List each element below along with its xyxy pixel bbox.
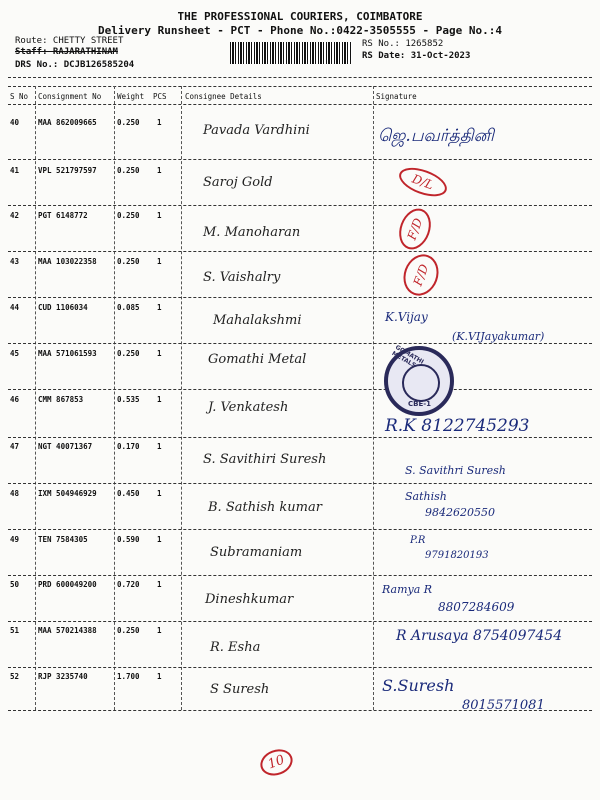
col-sep-3 (181, 86, 182, 710)
weight: 0.250 (117, 211, 140, 220)
pcs: 1 (157, 166, 162, 175)
row-divider (8, 575, 592, 576)
consignee-name: S. Vaishalry (203, 270, 281, 285)
consignment-no: MAA 862009665 (38, 118, 97, 127)
pcs: 1 (157, 118, 162, 127)
consignment-no: TEN 7584305 (38, 535, 88, 544)
signature-name: S.Suresh (382, 676, 455, 695)
weight: 0.250 (117, 257, 140, 266)
weight: 0.535 (117, 395, 140, 404)
consignment-no: PGT 6148772 (38, 211, 88, 220)
header-divider-top (8, 77, 592, 78)
signature: S. Savithri Suresh (405, 464, 506, 477)
table-bottom-divider (8, 710, 592, 711)
consignee-name: J. Venkatesh (208, 400, 289, 415)
route-label: Route: CHETTY STREET (15, 36, 124, 46)
consignee-name: Saroj Gold (203, 175, 273, 190)
consignment-no: PRD 600049200 (38, 580, 97, 589)
sno: 47 (10, 442, 20, 451)
pcs: 1 (157, 489, 162, 498)
consignee-name: Dineshkumar (205, 592, 294, 607)
pcs: 1 (157, 626, 162, 635)
rs-number: RS No.: 1265852 (362, 39, 444, 49)
signature: (K.VIJayakumar) (452, 330, 545, 343)
row-divider (8, 483, 592, 484)
pcs: 1 (157, 303, 162, 312)
col-pcs: PCS (153, 92, 167, 101)
consignee-name: S. Savithiri Suresh (203, 452, 327, 467)
weight: 0.170 (117, 442, 140, 451)
row-divider (8, 297, 592, 298)
staff-label: Staff: RAJARATHINAM (15, 47, 118, 57)
weight: 0.250 (117, 118, 140, 127)
consignee-name: Gomathi Metal (208, 352, 307, 367)
row-divider (8, 621, 592, 622)
sno: 49 (10, 535, 20, 544)
signature: R Arusaya 8754097454 (396, 628, 563, 644)
pcs: 1 (157, 257, 162, 266)
consignment-no: MAA 570214388 (38, 626, 97, 635)
consignment-no: MAA 571061593 (38, 349, 97, 358)
consignee-name: Mahalakshmi (213, 313, 302, 328)
header-divider (8, 86, 592, 87)
sno: 52 (10, 672, 20, 681)
company-seal (384, 343, 454, 416)
drs-number: DRS No.: DCJB126585204 (15, 60, 135, 70)
seal-text-top: GOMATHI METALS (390, 343, 425, 370)
row-divider (8, 251, 592, 252)
consignee-name: S Suresh (210, 682, 270, 697)
seal-text-bottom: CBE-1 (408, 400, 432, 408)
weight: 0.450 (117, 489, 140, 498)
col-consignee: Consignee Details (185, 92, 262, 101)
consignee-name: Pavada Vardhini (203, 123, 310, 138)
sno: 44 (10, 303, 20, 312)
row-divider (8, 437, 592, 438)
sno: 40 (10, 118, 20, 127)
row-divider (8, 205, 592, 206)
col-sep-1 (35, 86, 36, 710)
row-divider (8, 529, 592, 530)
weight: 0.590 (117, 535, 140, 544)
pcs: 1 (157, 442, 162, 451)
signature: F/D (398, 249, 444, 300)
consignment-no: MAA 103022358 (38, 257, 97, 266)
pcs: 1 (157, 211, 162, 220)
company-title: THE PROFESSIONAL COURIERS, COIMBATORE (177, 10, 423, 23)
signature: 9791820193 (425, 550, 489, 561)
barcode (230, 42, 352, 64)
signature-scribble: K.Vijay (385, 310, 428, 324)
pcs: 1 (157, 395, 162, 404)
consignment-no: IXM 504946929 (38, 489, 97, 498)
consignee-name: M. Manoharan (203, 225, 301, 240)
sno: 42 (10, 211, 20, 220)
column-header-divider (8, 104, 592, 105)
pcs: 1 (157, 535, 162, 544)
weight: 0.085 (117, 303, 140, 312)
consignment-no: CMM 867853 (38, 395, 84, 404)
consignment-no: RJP 3235740 (38, 672, 88, 681)
pcs: 1 (157, 349, 162, 358)
weight: 0.250 (117, 166, 140, 175)
sno: 51 (10, 626, 20, 635)
col-sno: S No (10, 92, 29, 101)
weight: 0.720 (117, 580, 140, 589)
sno: 50 (10, 580, 20, 589)
col-sep-4 (373, 86, 374, 710)
signature-name: Ramya R (382, 583, 433, 596)
signature: 9842620550 (425, 506, 495, 519)
consignment-no: VPL 521797597 (38, 166, 97, 175)
signature: 8807284609 (438, 600, 515, 614)
signature: 8015571081 (462, 698, 545, 713)
signature-name: P.R (410, 535, 426, 546)
col-consignment: Consignment No (38, 92, 102, 101)
consignee-name: R. Esha (210, 640, 261, 655)
consignment-no: CUD 1106034 (38, 303, 88, 312)
runsheet-subtitle: Delivery Runsheet - PCT - Phone No.:0422-3505555 - Page No.:4 (98, 24, 502, 37)
page-count-mark: 10 (257, 745, 296, 780)
sno: 43 (10, 257, 20, 266)
pcs: 1 (157, 672, 162, 681)
consignment-no: NGT 40071367 (38, 442, 93, 451)
sno: 41 (10, 166, 20, 175)
row-divider (8, 667, 592, 668)
signature: ஜெ.பவர்த்தினி (378, 126, 494, 146)
signature-name: Sathish (405, 490, 447, 503)
col-weight: Weight (117, 92, 145, 101)
consignee-name: Subramaniam (210, 545, 303, 560)
signature: R.K 8122745293 (385, 416, 530, 436)
col-signature: Signature (376, 92, 417, 101)
signature: F/D (394, 204, 437, 254)
row-divider (8, 343, 592, 344)
sno: 45 (10, 349, 20, 358)
consignee-name: B. Sathish kumar (208, 500, 322, 515)
sno: 48 (10, 489, 20, 498)
col-sep-2 (114, 86, 115, 710)
weight: 0.250 (117, 349, 140, 358)
rs-date: RS Date: 31-Oct-2023 (362, 51, 471, 61)
row-divider (8, 389, 592, 390)
sno: 46 (10, 395, 20, 404)
row-divider (8, 159, 592, 160)
weight: 1.700 (117, 672, 140, 681)
signature: D/L (395, 162, 450, 202)
weight: 0.250 (117, 626, 140, 635)
pcs: 1 (157, 580, 162, 589)
